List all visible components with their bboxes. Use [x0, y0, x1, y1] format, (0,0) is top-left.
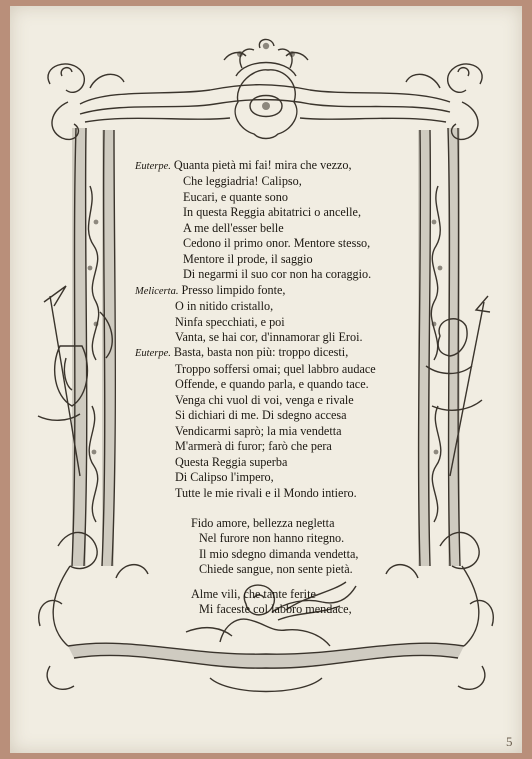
speaker-name: Euterpe.: [135, 161, 171, 172]
libretto-text: [135, 158, 435, 618]
verse-line: [135, 486, 435, 501]
verse-line: [135, 587, 435, 602]
verse-text: Tutte le mie rivali e il Mondo intiero.: [175, 485, 357, 500]
verse-line: [135, 562, 435, 577]
stanza-gap: [135, 578, 435, 587]
verse-text: O in nitido cristallo,: [175, 299, 274, 314]
verse-line: [135, 283, 435, 299]
verse-line: [135, 315, 435, 330]
verse-line: [135, 205, 435, 220]
verse-line: [135, 174, 435, 189]
verse-text: Troppo soffersi omai; quel labbro audace: [175, 361, 376, 376]
speaker-name: Melicerta.: [135, 285, 179, 297]
verse-text: Quanta pietà mi fai! mira che vezzo,: [173, 158, 352, 172]
verse-line: [135, 424, 435, 439]
verse-line: [135, 516, 435, 531]
verse-text: Chiede sangue, non sente pietà.: [199, 562, 353, 577]
verse-line: [135, 547, 435, 562]
verse-line: [135, 190, 435, 205]
verse-text: Che leggiadria! Calipso,: [183, 174, 302, 189]
verse-line: [135, 267, 435, 282]
verse-text: Il mio sdegno dimanda vendetta,: [199, 546, 359, 561]
verse-line: [135, 531, 435, 546]
speaker-name: Euterpe.: [135, 348, 171, 360]
page-number: 5: [506, 734, 513, 749]
verse-text: Ninfa specchiati, e poi: [175, 314, 285, 329]
verse-line: [135, 455, 435, 470]
verse-line: [135, 439, 435, 454]
verse-line: [135, 362, 435, 377]
verse-text: Basta, basta non più: troppo dicesti,: [173, 345, 349, 360]
verse-text: Alme vili, che tante ferite: [191, 586, 316, 601]
verse-text: Vendicarmi saprò; la mia vendetta: [175, 423, 342, 438]
verse-line: [135, 377, 435, 392]
verse-text: Offende, e quando parla, e quando tace.: [175, 377, 369, 392]
verse-line: [135, 408, 435, 423]
verse-text: Mi faceste col labbro mendace,: [199, 602, 352, 617]
verse-line: [135, 236, 435, 251]
verse-text: Venga chi vuol di voi, venga e rivale: [175, 392, 354, 407]
verse-text: Di Calipso l'impero,: [175, 470, 274, 485]
verse-line: [135, 602, 435, 617]
verse-text: Nel furore non hanno ritegno.: [199, 531, 345, 546]
verse-text: Questa Reggia superba: [175, 454, 288, 469]
verse-line: [135, 330, 435, 345]
verse-text: Vanta, se hai cor, d'innamorar gli Eroi.: [175, 329, 363, 344]
verse-text: A me dell'esser belle: [183, 220, 284, 235]
verse-text: M'armerà di furor; farò che pera: [175, 439, 332, 454]
verse-text: In questa Reggia abitatrici o ancelle,: [183, 205, 361, 220]
verse-line: [135, 252, 435, 267]
verse-line: [135, 393, 435, 408]
verse-text: Di negarmi il suo cor non ha coraggio.: [183, 267, 372, 282]
verse-line: [135, 299, 435, 314]
verse-line: [135, 221, 435, 236]
verse-line: [135, 470, 435, 485]
verse-text: Mentore il prode, il saggio: [183, 251, 313, 266]
book-page: [10, 6, 522, 753]
verse-line: [135, 158, 435, 174]
verse-text: Si dichiari di me. Di sdegno accesa: [175, 408, 347, 423]
verse-text: Cedono il primo onor. Mentore stesso,: [183, 236, 371, 251]
stanza-gap: [135, 501, 435, 516]
verse-line: [135, 345, 435, 361]
verse-text: Presso limpido fonte,: [181, 282, 286, 297]
verse-text: Fido amore, bellezza negletta: [191, 515, 335, 530]
verse-text: Eucari, e quante sono: [183, 189, 288, 204]
